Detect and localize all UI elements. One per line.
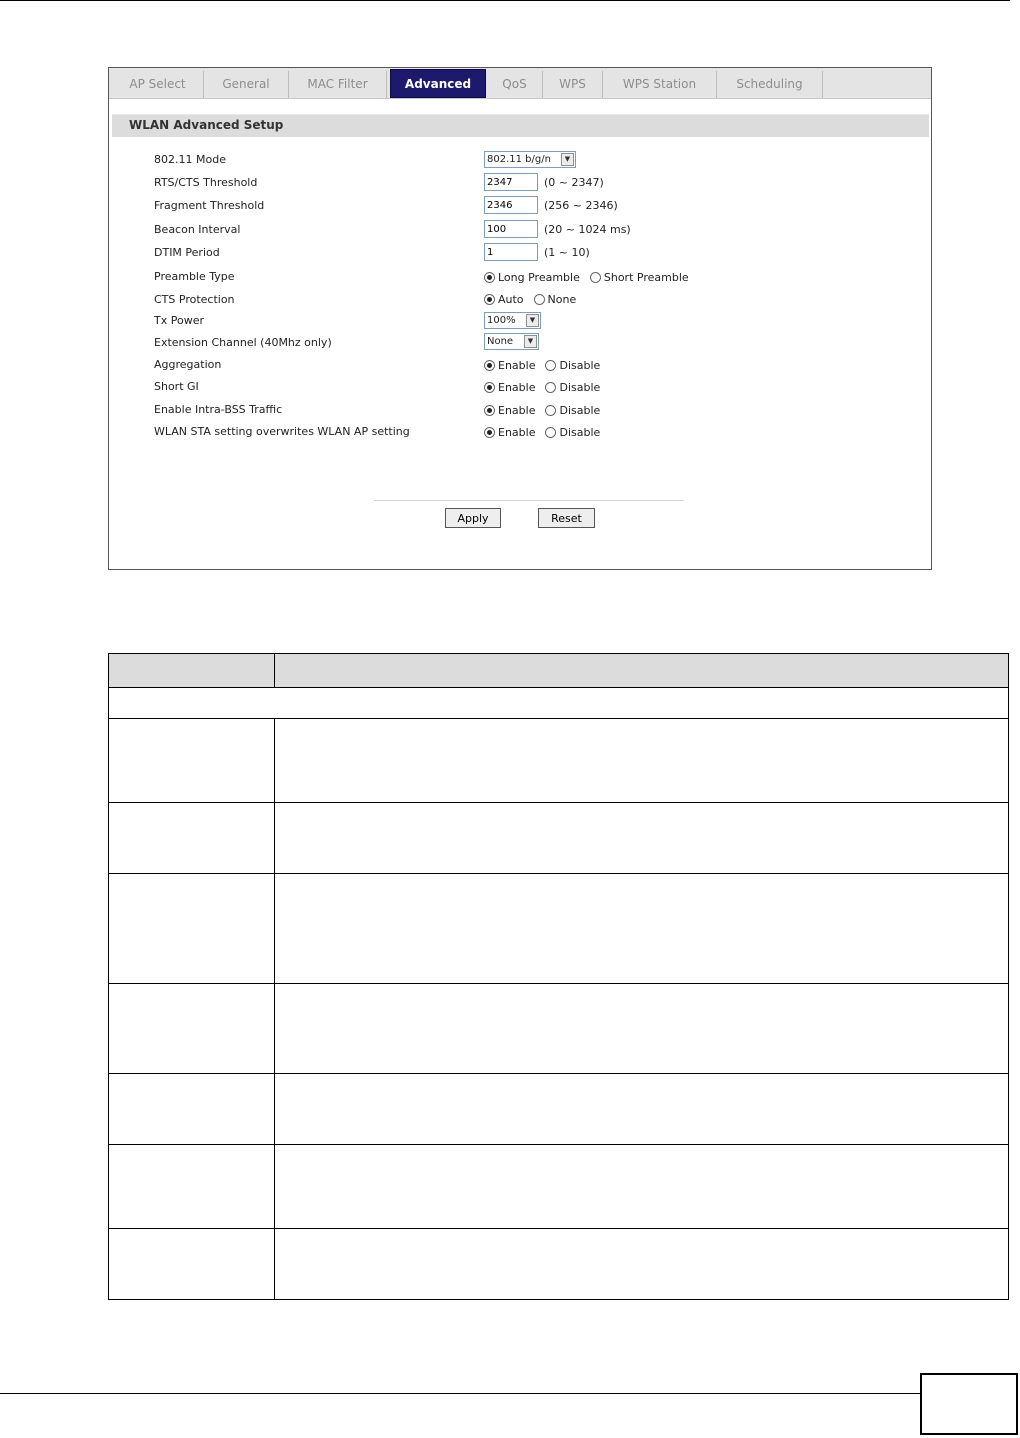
radio-selected-icon xyxy=(484,427,495,438)
preamble-long-option[interactable]: Long Preamble xyxy=(484,271,580,284)
extch-control xyxy=(484,333,539,350)
reset-button[interactable]: Reset xyxy=(538,508,595,528)
footer-rule xyxy=(0,1393,920,1394)
table-cell xyxy=(109,803,275,874)
txpower-label: Tx Power xyxy=(154,314,204,327)
tab-ap-select[interactable]: AP Select xyxy=(112,71,204,98)
shortgi-disable-option[interactable]: Disable xyxy=(545,381,600,394)
radio-empty-icon xyxy=(545,382,556,393)
aggregation-label: Aggregation xyxy=(154,358,222,371)
table-row xyxy=(109,874,1009,984)
frag-control xyxy=(484,196,618,214)
extch-select[interactable] xyxy=(484,333,539,350)
shortgi-label: Short GI xyxy=(154,380,199,393)
apply-button[interactable]: Apply xyxy=(445,508,501,528)
beacon-label: Beacon Interval xyxy=(154,223,241,236)
overwrite-label: WLAN STA setting overwrites WLAN AP setting xyxy=(154,425,410,438)
chevron-down-icon: ▼ xyxy=(524,335,537,348)
beacon-control xyxy=(484,220,631,238)
table-cell xyxy=(275,874,1009,984)
table-row xyxy=(109,984,1009,1074)
chevron-down-icon: ▼ xyxy=(561,153,574,166)
overwrite-disable-option[interactable]: Disable xyxy=(545,426,600,439)
tab-bar xyxy=(109,68,931,99)
tab-scheduling[interactable]: Scheduling xyxy=(717,71,823,98)
beacon-hint: (20 ~ 1024 ms) xyxy=(544,222,631,236)
tab-qos[interactable]: QoS xyxy=(487,71,543,98)
dtim-control xyxy=(484,243,590,261)
table-cell xyxy=(109,688,1009,719)
wlan-advanced-screenshot xyxy=(108,67,932,570)
radio-empty-icon xyxy=(545,427,556,438)
chevron-down-icon: ▼ xyxy=(526,314,539,327)
preamble-label: Preamble Type xyxy=(154,270,235,283)
radio-selected-icon xyxy=(484,405,495,416)
table-cell xyxy=(275,1229,1009,1300)
txpower-select[interactable] xyxy=(484,312,541,329)
cts-auto-option[interactable]: Auto xyxy=(484,293,524,306)
page-number-box xyxy=(920,1373,1018,1435)
aggregation-disable-option[interactable]: Disable xyxy=(545,359,600,372)
button-divider xyxy=(374,500,684,501)
preamble-short-option[interactable]: Short Preamble xyxy=(590,271,689,284)
beacon-input[interactable] xyxy=(484,220,538,238)
table-row xyxy=(109,1145,1009,1229)
field-description-table xyxy=(108,653,1009,1300)
intrabss-control xyxy=(484,404,610,417)
rts-control xyxy=(484,173,604,191)
tab-general[interactable]: General xyxy=(204,71,289,98)
dtim-hint: (1 ~ 10) xyxy=(544,245,590,259)
txpower-control xyxy=(484,312,541,329)
table-cell xyxy=(109,984,275,1074)
frag-hint: (256 ~ 2346) xyxy=(544,198,618,212)
rts-input[interactable] xyxy=(484,173,538,191)
table-row xyxy=(109,1074,1009,1145)
table-cell xyxy=(275,984,1009,1074)
section-title: WLAN Advanced Setup xyxy=(129,118,284,132)
aggregation-enable-option[interactable]: Enable xyxy=(484,359,535,372)
table-header-row xyxy=(109,654,1009,688)
table-header-cell xyxy=(275,654,1009,688)
table-row xyxy=(109,719,1009,803)
tab-mac-filter[interactable]: MAC Filter xyxy=(289,71,387,98)
radio-empty-icon xyxy=(545,405,556,416)
overwrite-control xyxy=(484,426,610,439)
table-cell xyxy=(109,719,275,803)
section-header xyxy=(112,114,929,137)
radio-selected-icon xyxy=(484,272,495,283)
tab-wps-station[interactable]: WPS Station xyxy=(603,71,717,98)
radio-selected-icon xyxy=(484,360,495,371)
intrabss-label: Enable Intra-BSS Traffic xyxy=(154,403,283,416)
frag-label: Fragment Threshold xyxy=(154,199,265,212)
dtim-label: DTIM Period xyxy=(154,246,220,259)
radio-selected-icon xyxy=(484,382,495,393)
preamble-control xyxy=(484,271,699,284)
rts-label: RTS/CTS Threshold xyxy=(154,176,258,189)
frag-input[interactable] xyxy=(484,196,538,214)
table-cell xyxy=(275,719,1009,803)
table-cell xyxy=(109,1074,275,1145)
table-section-row xyxy=(109,688,1009,719)
table-row xyxy=(109,1229,1009,1300)
overwrite-enable-option[interactable]: Enable xyxy=(484,426,535,439)
table-header-cell xyxy=(109,654,275,688)
table-row xyxy=(109,803,1009,874)
dtim-input[interactable] xyxy=(484,243,538,261)
radio-empty-icon xyxy=(534,294,545,305)
mode-label: 802.11 Mode xyxy=(154,153,226,166)
mode-control xyxy=(484,151,576,168)
table-cell xyxy=(275,1074,1009,1145)
table-cell xyxy=(275,803,1009,874)
radio-empty-icon xyxy=(590,272,601,283)
cts-label: CTS Protection xyxy=(154,293,235,306)
intrabss-disable-option[interactable]: Disable xyxy=(545,404,600,417)
extch-label: Extension Channel (40Mhz only) xyxy=(154,336,332,349)
aggregation-control xyxy=(484,359,610,372)
tab-advanced[interactable]: Advanced xyxy=(390,69,486,98)
header-rule xyxy=(0,0,1010,1)
tab-wps[interactable]: WPS xyxy=(543,71,603,98)
extch-value: None xyxy=(487,336,514,347)
radio-selected-icon xyxy=(484,294,495,305)
mode-select[interactable] xyxy=(484,151,576,168)
table-cell xyxy=(275,1145,1009,1229)
table-cell xyxy=(109,874,275,984)
radio-empty-icon xyxy=(545,360,556,371)
table-cell xyxy=(109,1145,275,1229)
table-cell xyxy=(109,1229,275,1300)
cts-control xyxy=(484,293,586,306)
cts-none-option[interactable]: None xyxy=(534,293,577,306)
mode-value: 802.11 b/g/n xyxy=(487,154,551,165)
shortgi-control xyxy=(484,381,610,394)
txpower-value: 100% xyxy=(487,315,516,326)
shortgi-enable-option[interactable]: Enable xyxy=(484,381,535,394)
intrabss-enable-option[interactable]: Enable xyxy=(484,404,535,417)
rts-hint: (0 ~ 2347) xyxy=(544,175,604,189)
